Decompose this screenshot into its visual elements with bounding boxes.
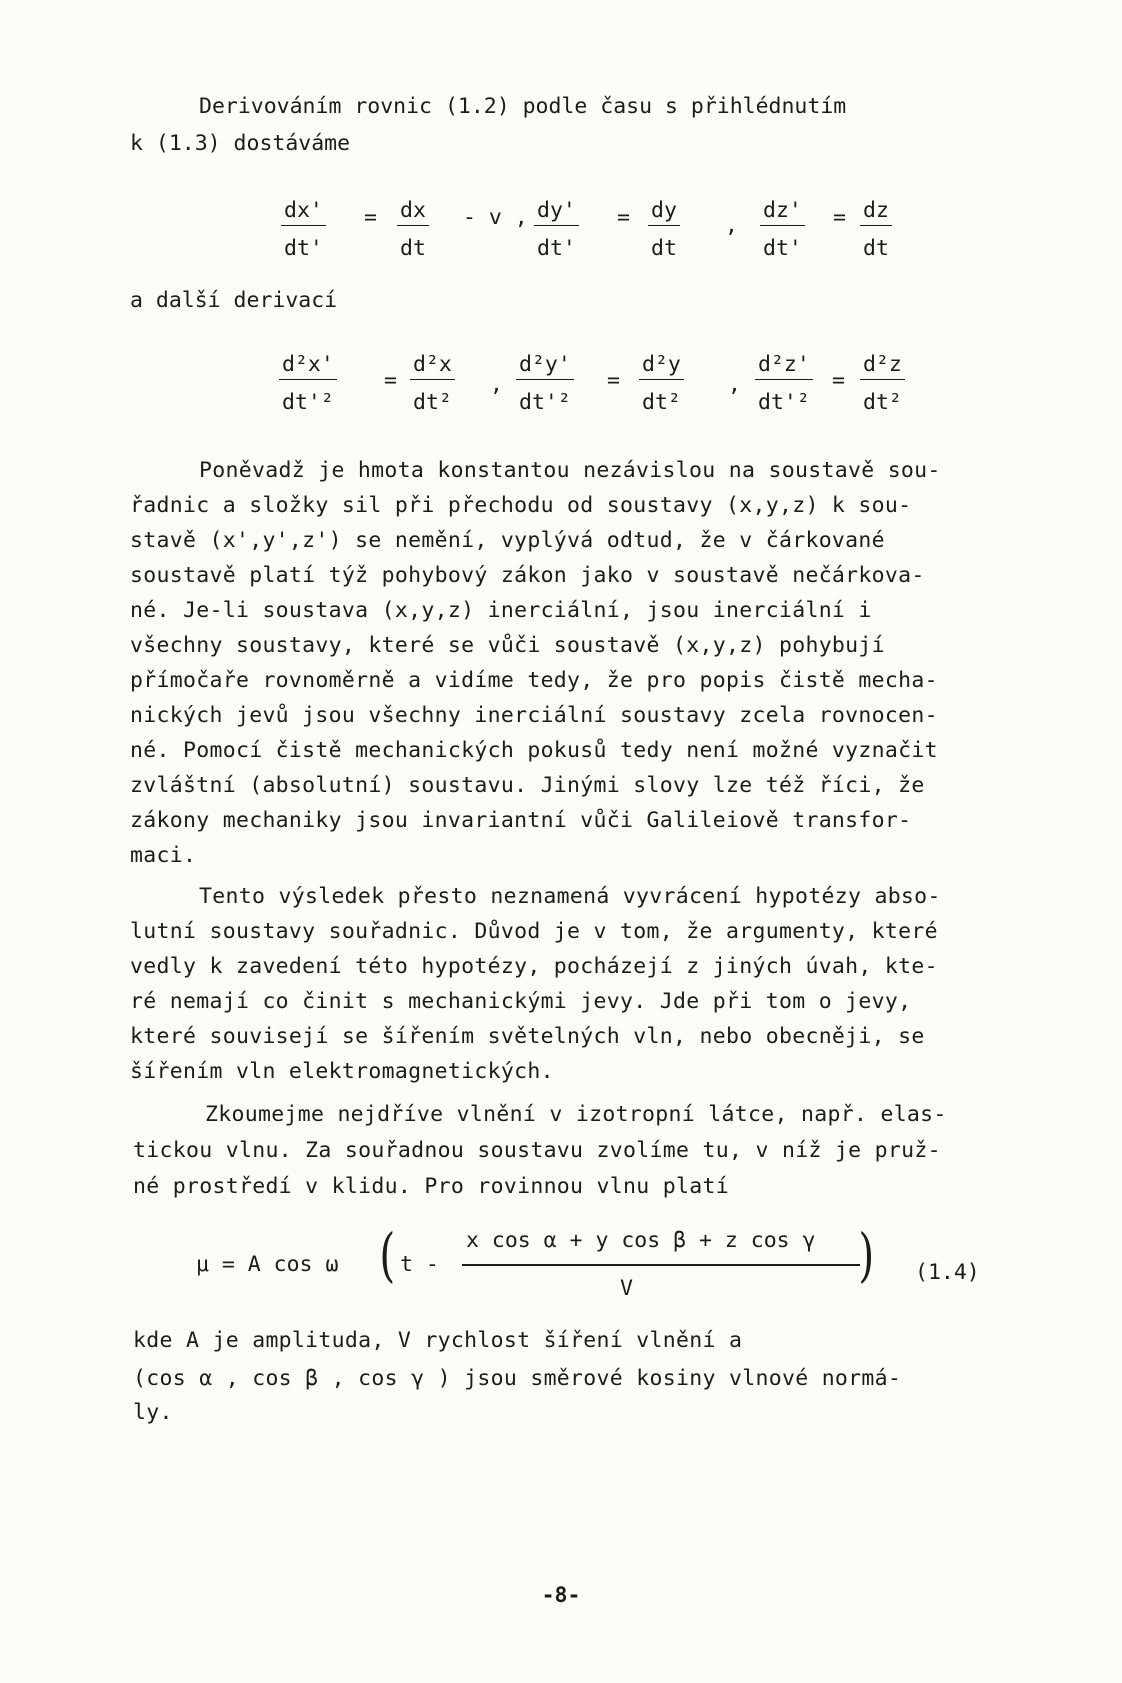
fraction-bar bbox=[462, 1264, 860, 1266]
equals-sign: = bbox=[364, 205, 377, 230]
numerator: d²x bbox=[410, 352, 455, 380]
fraction bbox=[639, 352, 684, 415]
fraction bbox=[760, 198, 805, 261]
equals-sign: = bbox=[384, 368, 397, 393]
text-line: Tento výsledek přesto neznamená vyvrácení hypotézy abso- bbox=[199, 884, 941, 909]
left-parenthesis: ( bbox=[379, 1221, 396, 1289]
page-number: -8- bbox=[541, 1583, 581, 1608]
numerator: dy bbox=[648, 198, 680, 226]
numerator: d²z bbox=[860, 352, 905, 380]
text-line: všechny soustavy, které se vůči soustavě (x,y,z) pohybují bbox=[130, 633, 885, 658]
minus-v: - v , bbox=[463, 205, 528, 230]
fraction bbox=[648, 198, 680, 261]
denominator: dt' bbox=[284, 236, 323, 261]
text-line: lutní soustavy souřadnic. Důvod je v tom, že argumenty, které bbox=[130, 919, 938, 944]
fraction bbox=[281, 198, 326, 261]
fraction bbox=[410, 352, 455, 415]
t-minus: t - bbox=[400, 1252, 439, 1277]
text-line: tickou vlnu. Za souřadnou soustavu zvolíme tu, v níž je pruž- bbox=[133, 1138, 941, 1163]
denominator: dt bbox=[651, 236, 677, 261]
text-line: né. Je-li soustava (x,y,z) inerciální, jsou inerciální i bbox=[130, 598, 872, 623]
comma: , bbox=[728, 372, 741, 397]
between-text: a další derivací bbox=[130, 288, 338, 313]
text-line: soustavě platí týž pohybový zákon jako v soustavě nečárkova- bbox=[130, 563, 925, 588]
text-line: Poněvadž je hmota konstantou nezávislou na soustavě sou- bbox=[199, 458, 941, 483]
equals-sign: = bbox=[617, 205, 630, 230]
right-parenthesis: ) bbox=[858, 1221, 875, 1289]
numerator: d²y bbox=[639, 352, 684, 380]
numerator: dz bbox=[860, 198, 892, 226]
comma: , bbox=[725, 213, 738, 238]
text-line: řadnic a složky sil při přechodu od soustavy (x,y,z) k sou- bbox=[130, 493, 912, 518]
comma: , bbox=[490, 372, 503, 397]
text-line: zákony mechaniky jsou invariantní vůči Galileiově transfor- bbox=[130, 808, 912, 833]
denominator: dt'² bbox=[282, 390, 334, 415]
text-line: stavě (x',y',z') se nemění, vyplývá odtud, že v čárkované bbox=[130, 528, 885, 553]
equation-label: (1.4) bbox=[915, 1260, 980, 1285]
fraction bbox=[397, 198, 429, 261]
numerator: dx bbox=[397, 198, 429, 226]
text-line: které souvisejí se šířením světelných vln, nebo obecněji, se bbox=[130, 1024, 925, 1049]
numerator: d²x' bbox=[279, 352, 337, 380]
denominator: dt'² bbox=[519, 390, 571, 415]
text-line: né prostředí v klidu. Pro rovinnou vlnu platí bbox=[133, 1174, 729, 1199]
denominator: dt² bbox=[642, 390, 681, 415]
fraction bbox=[279, 352, 337, 415]
numerator: dx' bbox=[281, 198, 326, 226]
text-line: kde A je amplituda, V rychlost šíření vlnění a bbox=[133, 1328, 743, 1353]
equals-sign: = bbox=[832, 368, 845, 393]
text-line: zvláštní (absolutní) soustavu. Jinými slovy lze též říci, že bbox=[130, 773, 925, 798]
denominator: dt² bbox=[863, 390, 902, 415]
numerator: dy' bbox=[534, 198, 579, 226]
numerator: x cos α + y cos β + z cos γ bbox=[466, 1228, 816, 1253]
text-line: maci. bbox=[130, 843, 197, 868]
text-line: šířením vln elektromagnetických. bbox=[130, 1059, 554, 1084]
intro-line-1: Derivováním rovnic (1.2) podle času s přihlédnutím bbox=[199, 94, 847, 119]
fraction bbox=[755, 352, 813, 415]
fraction bbox=[860, 198, 892, 261]
equals-sign: = bbox=[833, 205, 846, 230]
equation-lhs: μ = A cos ω bbox=[196, 1252, 339, 1277]
denominator: dt' bbox=[537, 236, 576, 261]
text-line: Zkoumejme nejdříve vlnění v izotropní látce, např. elas- bbox=[205, 1102, 947, 1127]
denominator: V bbox=[620, 1276, 633, 1301]
denominator: dt bbox=[400, 236, 426, 261]
text-line: ly. bbox=[133, 1400, 173, 1425]
numerator: d²y' bbox=[516, 352, 574, 380]
denominator: dt' bbox=[763, 236, 802, 261]
text-line: vedly k zavedení této hypotézy, pocházejí z jiných úvah, kte- bbox=[130, 954, 938, 979]
denominator: dt bbox=[863, 236, 889, 261]
denominator: dt² bbox=[413, 390, 452, 415]
intro-line-2: k (1.3) dostáváme bbox=[130, 131, 351, 156]
equals-sign: = bbox=[607, 368, 620, 393]
fraction bbox=[534, 198, 579, 261]
fraction bbox=[516, 352, 574, 415]
text-line: (cos α , cos β , cos γ ) jsou směrové kosiny vlnové normá- bbox=[133, 1366, 902, 1391]
text-line: nických jevů jsou všechny inerciální soustavy zcela rovnocen- bbox=[130, 703, 938, 728]
denominator: dt'² bbox=[758, 390, 810, 415]
text-line: ré nemají co činit s mechanickými jevy. Jde při tom o jevy, bbox=[130, 989, 912, 1014]
text-line: přímočaře rovnoměrně a vidíme tedy, že pro popis čistě mecha- bbox=[130, 668, 938, 693]
fraction bbox=[860, 352, 905, 415]
numerator: dz' bbox=[760, 198, 805, 226]
numerator: d²z' bbox=[755, 352, 813, 380]
text-line: né. Pomocí čistě mechanických pokusů tedy není možné vyznačit bbox=[130, 738, 938, 763]
